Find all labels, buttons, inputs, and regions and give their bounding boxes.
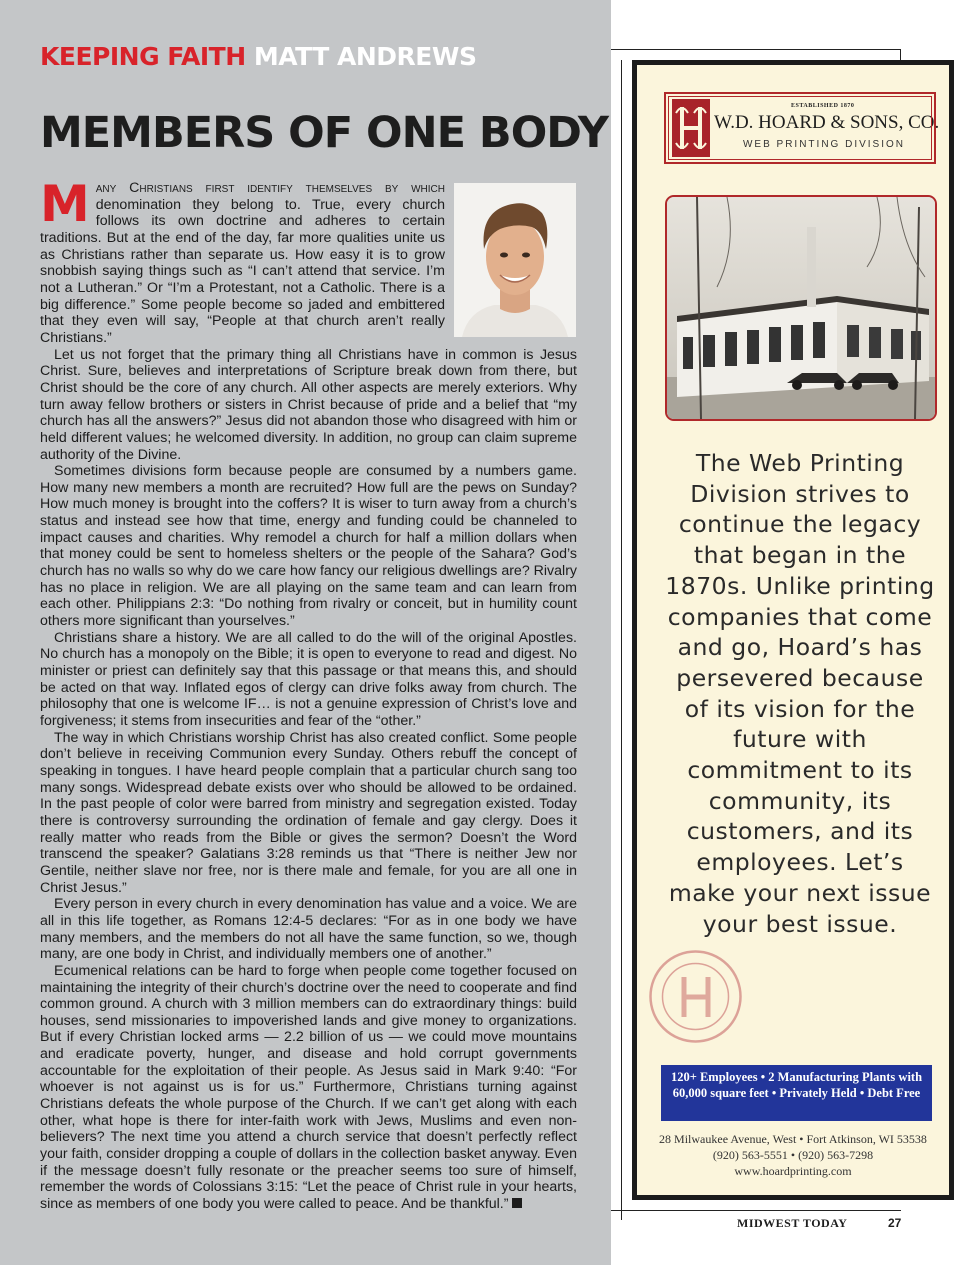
ad-copy: The Web Printing Division strives to continue the legacy that began in the 1870s. Unlike printing companies that come and go, Hoard’s has persevered because of its vision for the future with commitment to its community, its customers, and its employees. Let’s make your next issue your best issue. — [665, 449, 935, 938]
frame-rule — [611, 1210, 901, 1211]
article-paragraph: Let us not forget that the primary thing all Christians have in common is Jesus Christ. Sure, believes and interpretations of Scripture break down from there, but Christ should be the core of any church. All other aspects are merely exteriors. Why turn away fellow brothers or sisters in Christ because of pride and a belief that “my church has all the answers?” Jesus did not abandon those who disagreed with him or held different values; he welcomed diversity. In addition, no group can claim supreme authority of the Divine. — [40, 346, 577, 463]
article-paragraph: The way in which Christians worship Christ has also created conflict. Some people don’t believe in receiving Communion every Sunday. Others rebuff the concept of speaking in tongues. I have heard people complain that a particular church sang too many songs. Widespread debate exists over who should be allowed to be ordained. In the past people of color were barred from ministry and segregation existed. Today there is controversy surrounding the ordination of female and gay clergy. Does it really matter who reads from the Bible or gives the sermon? Doesn’t the Word transcend the speaker? Galatians 3:28 reminds us that “There is neither Jew nor Gentile, neither slave nor free, nor is there male and female, for you are all one in Christ Jesus.” — [40, 729, 577, 896]
article-paragraph: Many Christians first identify themselves by which denomination they belong to. True, every church follows its own doctrine and adheres to certain traditions. But at the end of the day, far more qualities unite us as Christians rather than separate us. How easy it is to grow snobbish saying things such as “I can’t attend that service. I’m not a Lutheran.” Or “I’m a Protestant, not a Catholic. There is a big difference.” Some people become so jaded and embittered that they even will say, “People at that church aren’t really Christians.” — [40, 175, 445, 346]
frame-rule — [621, 60, 622, 1220]
drop-cap: M — [40, 175, 90, 233]
footer-page-number: 27 — [888, 1216, 902, 1230]
company-logo — [664, 92, 940, 164]
logo-established: ESTABLISHED 1870 — [791, 103, 855, 109]
column-kicker — [40, 42, 476, 71]
logo-division: WEB PRINTING DIVISION — [742, 139, 905, 150]
article-paragraph: Christians share a history. We are all called to do the will of the original Apostles. No church has a monopoly on the Bible; it is open to everyone to read and digest. No minister or priest can definitely say that this passage or that means this, and should be acted on that way. Inflated egos of clergy can drive folks away from church. The philosophy that one is welcome IF… is not a genuine expression of Christ’s love and forgiveness; it stems from insecurities and fear of the “other.” — [40, 629, 577, 729]
footer-publication: MIDWEST TODAY — [737, 1216, 848, 1230]
article-paragraph: Sometimes divisions form because people are consumed by a numbers game. How many new members a month are recruited? How full are the pews on Sunday? How much money is brought into the coffers? It is wiser to turn away from a church’s status and instead see how that time, energy and funding could be channeled to impact causes and charities. Why remodel a church for half a million dollars when that money could be sent to homeless shelters or the people of the Sahara? God’s church has no walls so why do we care how fancy our religious dwellings are? Rivalry has no place in religion. We are all playing on the same team and can learn from each other. Philippians 2:3: “Do nothing from rivalry or conceit, but in humility count others more significant than yourselves.” — [40, 463, 578, 630]
kicker-section: KEEPING FAITH — [40, 42, 246, 71]
address-phone: (920) 563-5551 • (920) 563-7298 — [712, 1148, 874, 1162]
article-paragraph: Ecumenical relations can be hard to forge when people come together focused on maintaining the integrity of their church’s doctrine over the need to cooperate and find common ground. A church with 3 million members can do extraordinary things: build houses, send missionaries to impoverished lands and give money to organizations. But if every Christian locked arms — 2.2 billion of us — we could move mountains and eradicate poverty, hunger, and disease and hold corrupt governments accountable for the exploitation of their people. As Jesus said in Mark 9:40: “For whoever is not against us is for us.” Furthermore, Christians turning against Christians defeats the whole purpose of the Church. If we can’t get along with each other, what hope is there for inter-faith work with Jews, Muslims and even non-believers? The next time you attend a church service that doesn’t perfectly reflect your faith, consider dropping a couple of dollars in the collection basket anyway. Even if the message doesn’t fully resonate or the preacher seems too sure of himself, remember the words of Colossians 3:15: “Let the peace of Christ rule in your hearts, since as members of one body you were called to peace. And be thankful.” — [40, 962, 577, 1213]
address-street: 28 Milwaukee Avenue, West • Fort Atkinson, WI 53538 — [659, 1132, 927, 1146]
address-website: www.hoardprinting.com — [734, 1164, 852, 1178]
end-mark-icon — [512, 1198, 522, 1208]
article-body — [40, 175, 578, 1213]
frame-rule — [611, 49, 901, 50]
advertisement — [632, 60, 954, 1200]
company-address — [637, 1131, 949, 1179]
historic-building-photo — [665, 195, 937, 421]
lead-in: any Christians first identify themselves by which — [95, 180, 445, 196]
monogram-icon — [672, 99, 710, 157]
kicker-author: MATT ANDREWS — [253, 42, 477, 71]
article-paragraph: Every person in every church in every denomination has value and a voice. We are all in this life together, as Romans 12:4-5 declares: “For as in one body we have many members, and the members do not all have the same function, so we, though many, are one body in Christ, and individually members one of another.” — [40, 896, 577, 963]
logo-company-name: W.D. HOARD & SONS, CO. — [714, 112, 940, 133]
company-facts-bar: 120+ Employees • 2 Manufacturing Plants with 60,000 square feet • Privately Held • Debt Free — [661, 1065, 932, 1121]
headline: MEMBERS OF ONE BODY — [40, 108, 608, 158]
history-proven-seal — [648, 949, 743, 1044]
